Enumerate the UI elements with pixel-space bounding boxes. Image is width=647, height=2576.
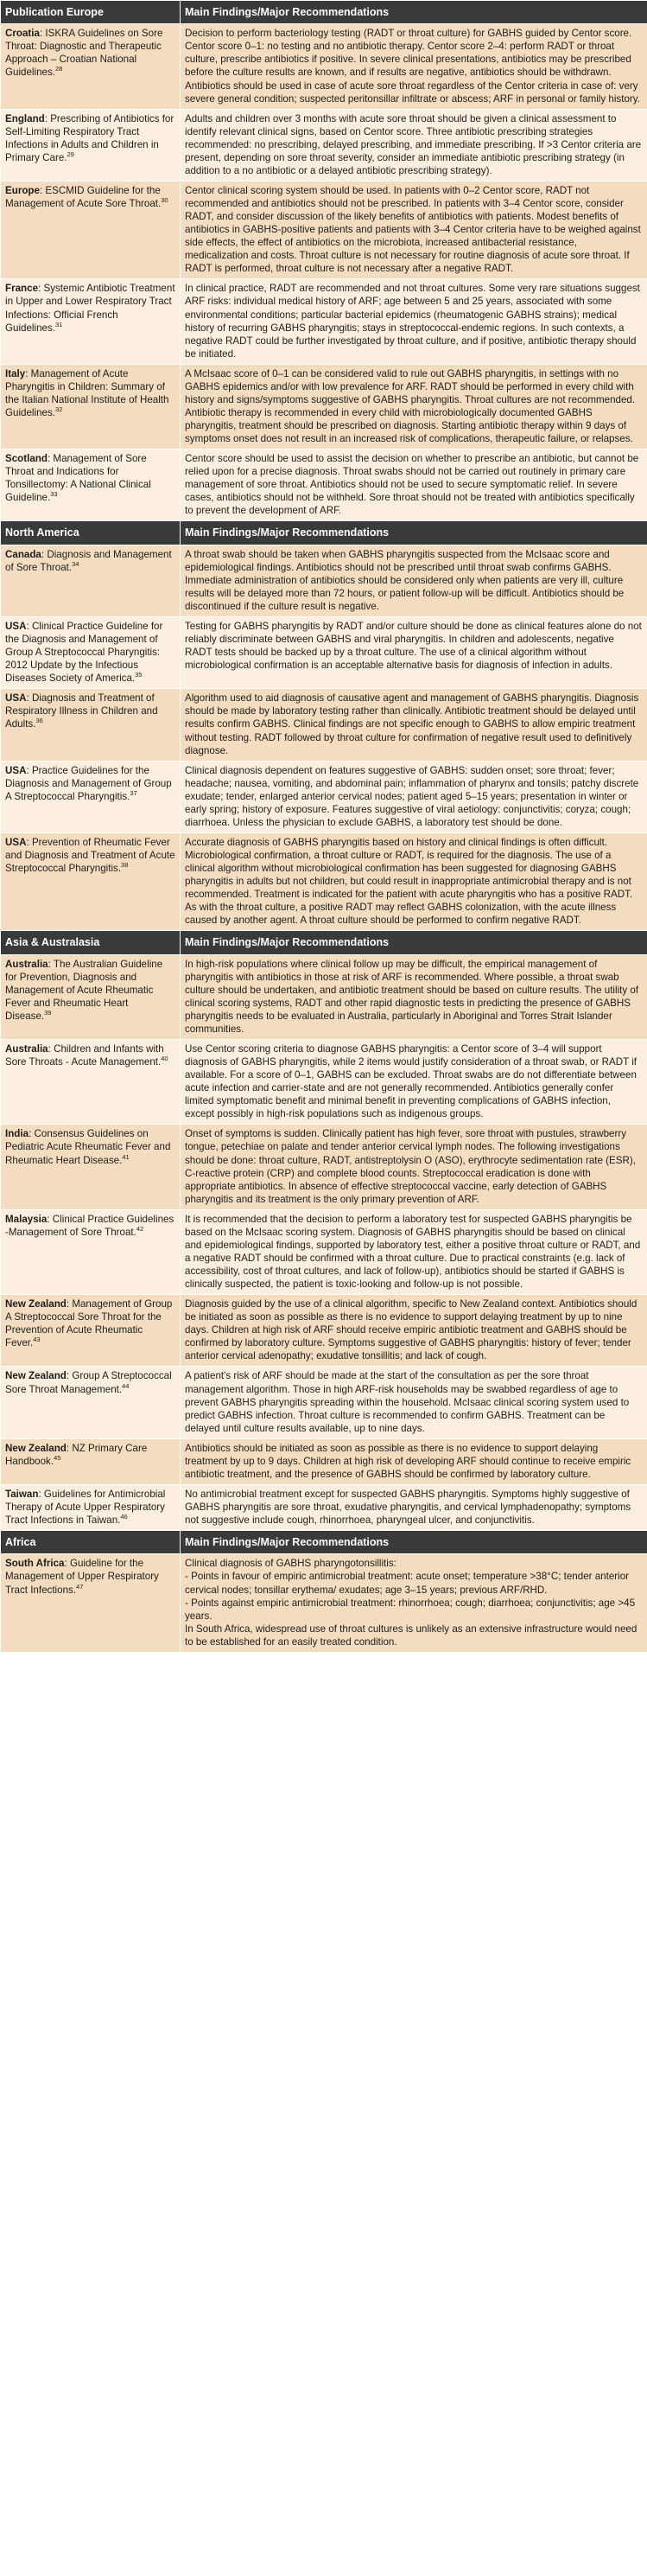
reference-number: 38: [121, 861, 129, 870]
guideline-source-cell: England: Prescribing of Antibiotics for Self-Limiting Respiratory Tract Infections in Adults and Children in Primary Care.$^{29}$: [1, 109, 181, 181]
guideline-title: Management of Group A Streptococcal Sore Throat for the Prevention of Acute Rheumatic Fever.: [5, 1298, 173, 1349]
country-name: France: [5, 283, 39, 295]
region-name: Asia & Australasia: [1, 931, 181, 954]
region-name: Africa: [1, 1531, 181, 1554]
table-row: [1, 1367, 647, 1438]
table-row: [1, 954, 647, 1039]
guideline-title: Prescribing of Antibiotics for Self-Limiting Respiratory Tract Infections in Adults and Children in Primary Care.: [5, 112, 174, 163]
guideline-source-cell: Australia: The Australian Guideline for Prevention, Diagnosis and Management of Acute Rheumatic Fever and Rheumatic Heart Disease.$^{39}$: [1, 954, 181, 1039]
country-name: New Zealand: [5, 1370, 67, 1382]
findings-column-header: Main Findings/Major Recommendations: [181, 1, 647, 24]
guideline-title: Diagnosis and Management of Sore Throat.: [5, 548, 172, 573]
guideline-title: Prevention of Rheumatic Fever and Diagnosis and Treatment of Acute Streptococcal Pharyngitis.: [5, 836, 175, 875]
reference-number: 45: [54, 1453, 61, 1462]
findings-cell: [181, 279, 647, 364]
guideline-source-cell: New Zealand: NZ Primary Care Handbook.$^{45}$: [1, 1438, 181, 1484]
finding-text: Onset of symptoms is sudden. Clinically patient has high fever, sore throat with pustules, strawberry tongue, petechiae on palate and tender anterior cervical lymph nodes. The following investigations should be done: throat culture, RADT, antistreptolysin O (ASO), erythrocyte sedimentation rate (ESR), C-reactive protein (CRP) and complete blood counts. Streptococcal eradication is done with appropriate antibiotics. In absence of effective streptococcal vaccine, early detection of GABHS pharyngitis and its treatment is the only primary prevention of ARF.: [185, 1128, 636, 1205]
reference-number: 31: [55, 320, 63, 328]
table-row: [1, 109, 647, 181]
finding-text: It is recommended that the decision to perform a laboratory test for suspected GABHS pharyngitis be based on the McIsaac scoring system. Diagnosis of GABHS pharyngitis should be based on clinical and epidemiological findings, supported by laboratory test, either a positive throat culture or RADT, and a negative RADT should be confirmed with a throat culture. Due to practical constraints (e.g. lack of accessibility, cost of throat cultures, and lack of follow-up), antibiotics should be started if GABHS is clinically suspected, the patient is toxic-looking and follow-up is not possible.: [185, 1213, 641, 1291]
guideline-title: The Australian Guideline for Prevention, Diagnosis and Management of Acute Rheumatic Fever and Rheumatic Heart Disease.: [5, 958, 163, 1022]
country-name: Croatia: [5, 28, 40, 40]
findings-cell: [181, 364, 647, 449]
guideline-title: Group A Streptococcal Sore Throat Management.: [5, 1370, 172, 1395]
finding-text: No antimicrobial treatment except for suspected GABHS pharyngitis. Symptoms highly suggestive of GABHS pharyngitis are sore throat, exudative pharyngitis, and cervical lymphadenopathy; symptoms not suggestive include cough, rhinorrhoea, pharyngeal ulcer, and conjunctivitis.: [185, 1488, 631, 1527]
country-name: USA: [5, 764, 27, 776]
country-name: New Zealand: [5, 1298, 67, 1310]
table-row: [1, 1040, 647, 1125]
guideline-title: Clinical Practice Guideline for the Diagnosis and Management of Group A Streptococcal Pharyngitis: 2012 Update by the Infectious Diseases Society of America.: [5, 621, 163, 685]
reference-number: 29: [67, 150, 74, 158]
country-name: Italy: [5, 367, 26, 379]
reference-number: 39: [44, 1009, 52, 1017]
table-row: [1, 1438, 647, 1484]
guideline-title: Systemic Antibiotic Treatment in Upper and Lower Respiratory Tract Infections: Official French Guidelines.: [5, 283, 175, 334]
guideline-title: ESCMID Guideline for the Management of Acute Sore Throat.: [5, 184, 162, 209]
table-row: [1, 832, 647, 930]
region-name: North America: [1, 521, 181, 545]
table-row: [1, 24, 647, 109]
findings-cell: [181, 1484, 647, 1530]
guideline-source-cell: India: Consensus Guidelines on Pediatric Acute Rheumatic Fever and Rheumatic Heart Disease.$^{41}$: [1, 1125, 181, 1209]
region-header-row: [1, 521, 647, 545]
country-name: Taiwan: [5, 1488, 39, 1500]
findings-cell: [181, 617, 647, 689]
guideline-source-cell: Canada: Diagnosis and Management of Sore Throat.$^{34}$: [1, 545, 181, 616]
finding-text: In South Africa, widespread use of throat cultures is unlikely as an extensive infrastructure would need to be established for an easily treated condition.: [185, 1623, 637, 1648]
findings-cell: [181, 954, 647, 1039]
findings-cell: [181, 1554, 647, 1652]
guideline-title: Management of Sore Throat and Indications for Tonsillectomy: A National Clinical Guideline.: [5, 453, 151, 504]
findings-column-header: Main Findings/Major Recommendations: [181, 1531, 647, 1554]
guideline-title: Practice Guidelines for the Diagnosis and Management of Group A Streptococcal Pharyngitis.: [5, 764, 172, 802]
country-name: Malaysia: [5, 1213, 48, 1225]
reference-number: 30: [161, 196, 168, 205]
findings-cell: [181, 545, 647, 616]
findings-cell: [181, 761, 647, 832]
guideline-source-cell: Taiwan: Guidelines for Antimicrobial Therapy of Acute Upper Respiratory Tract Infections in Taiwan.$^{46}$: [1, 1484, 181, 1530]
country-name: New Zealand: [5, 1442, 67, 1454]
guidelines-table-body: [1, 1, 647, 1653]
finding-text: - Points in favour of empiric antimicrobial treatment: acute onset; temperature >38°C; tender anterior cervical nodes; tonsillar erythema/ exudates; age 3–15 years; previous ARF/RHD.: [185, 1571, 630, 1596]
guideline-title: NZ Primary Care Handbook.: [5, 1442, 148, 1467]
country-name: Australia: [5, 1043, 48, 1055]
guideline-source-cell: Australia: Children and Infants with Sore Throats - Acute Management.$^{40}$: [1, 1040, 181, 1125]
findings-cell: [181, 1125, 647, 1209]
reference-number: 41: [122, 1152, 130, 1161]
finding-text: Diagnosis guided by the use of a clinical algorithm, specific to New Zealand context. Antibiotics should be initiated as soon as possible as there is no evidence to support delaying treatment by up to nine days. Children at high risk of ARF should receive empiric antibiotic treatment and GABHS should be confirmed by laboratory culture. Symptoms suggestive of GABHS pharyngitis: history of fever; tender anterior cervical adenopathy; exudative tonsillitis; and lack of cough.: [185, 1298, 637, 1362]
finding-text: Decision to perform bacteriology testing (RADT or throat culture) for GABHS guided by Centor score. Centor score 0–1: no testing and no antibiotic therapy. Centor score 2–4: perform RADT or throat culture, prescribe antibiotics if positive. In severe clinical presentations, antibiotics may be prescribed before the culture results are known, and if results are negative, antibiotics should be withdrawn. Antibiotics should be used in case of acute sore throat regardless of the Centor criteria in case of: very severe general condition; suspected peritonsillar infiltrate or abscess; ARF in personal or family history.: [185, 28, 640, 105]
table-row: [1, 1125, 647, 1209]
guideline-source-cell: Malaysia: Clinical Practice Guidelines -Management of Sore Throat.$^{42}$: [1, 1209, 181, 1294]
table-row: [1, 1554, 647, 1652]
guideline-title: Guideline for the Management of Upper Respiratory Tract Infections.: [5, 1558, 159, 1596]
region-header-row: [1, 1, 647, 24]
guideline-source-cell: Europe: ESCMID Guideline for the Management of Acute Sore Throat.$^{30}$: [1, 181, 181, 278]
reference-number: 47: [76, 1582, 84, 1591]
finding-text: - Points against empiric antimicrobial treatment: rhinorrhoea; cough; diarrhoea; conjunctivitis; age >45 years.: [185, 1597, 636, 1622]
finding-text: In high-risk populations where clinical follow up may be difficult, the empirical management of pharyngitis with antibiotics in those at risk of ARF is recommended. Where possible, a throat swab culture should be undertaken, and antibiotic treatment should be based on culture results. The utility of clinical scoring systems, RADT and other rapid diagnostic tests in predicting the presence of GABHS pharyngitis needs to be evaluated in Australia, particularly in Aboriginal and Torres Strait Islander communities.: [185, 958, 639, 1035]
finding-text: Centor score should be used to assist the decision on whether to prescribe an antibiotic, but cannot be relied upon for a precise diagnosis. Throat swabs should not be carried out routinely in primary care management of sore throat. Antibiotics should not be used to secure symptomatic relief. In severe cases, antibiotics should not be withheld. Sore throat should not be treated with antibiotics specifically to prevent the development of ARF.: [185, 453, 639, 517]
guideline-source-cell: USA: Prevention of Rheumatic Fever and Diagnosis and Treatment of Acute Streptococcal Pharyngitis.$^{38}$: [1, 832, 181, 930]
findings-cell: [181, 1040, 647, 1125]
guideline-source-cell: France: Systemic Antibiotic Treatment in Upper and Lower Respiratory Tract Infections: Official French Guidelines.$^{31}$: [1, 279, 181, 364]
guideline-source-cell: USA: Clinical Practice Guideline for the Diagnosis and Management of Group A Streptococcal Pharyngitis: 2012 Update by the Infectious Diseases Society of America.$^{35}$: [1, 617, 181, 689]
findings-column-header: Main Findings/Major Recommendations: [181, 931, 647, 954]
reference-number: 33: [50, 490, 58, 499]
finding-text: Algorithm used to aid diagnosis of causative agent and management of GABHS pharyngitis. Diagnosis should be made by laboratory testing rather than clinically. Antibiotic treatment should be delayed until results confirm GABHS. Clinical findings are not specific enough to GABHS to allow empiric treatment without testing. RADT followed by throat culture for confirmation of negative result used to definitively diagnose.: [185, 692, 639, 756]
table-row: [1, 450, 647, 521]
reference-number: 35: [135, 671, 143, 679]
guideline-title: Management of Acute Pharyngitis in Children: Summary of the Italian National Institute of Health Guidelines.: [5, 367, 169, 418]
guideline-source-cell: Croatia: ISKRA Guidelines on Sore Throat: Diagnostic and Therapeutic Approach – Croatian National Guidelines.$^{28}$: [1, 24, 181, 109]
findings-cell: [181, 689, 647, 761]
region-header-row: [1, 931, 647, 954]
guideline-source-cell: Scotland: Management of Sore Throat and Indications for Tonsillectomy: A National Clinical Guideline.$^{33}$: [1, 450, 181, 521]
table-row: [1, 689, 647, 761]
finding-text: Antibiotics should be initiated as soon as possible as there is no evidence to support delaying treatment by up to 9 days. Children at high risk of developing ARF should continue to receive empiric antibiotic treatment, and the presence of GABHS should be confirmed by laboratory culture.: [185, 1442, 631, 1480]
table-row: [1, 761, 647, 832]
guideline-title: Diagnosis and Treatment of Respiratory Illness in Children and Adults.: [5, 692, 158, 730]
findings-cell: [181, 1209, 647, 1294]
table-row: [1, 545, 647, 616]
country-name: USA: [5, 836, 27, 848]
region-header-row: [1, 1531, 647, 1554]
findings-cell: [181, 24, 647, 109]
finding-text: Clinical diagnosis dependent on features suggestive of GABHS: sudden onset; sore throat; fever; headache; nausea, vomiting, and abdominal pain; inflammation of pharynx and tonsils; patchy discrete exudate; tender, enlarged anterior cervical nodes; patient aged 5–15 years; presentation in winter or early spring; history of exposure. Features suggestive of viral aetiology: conjunctivitis; coryza; cough; diarrhoea. Unless the physician to exclude GABHS, a laboratory test should be done.: [185, 764, 639, 828]
guideline-source-cell: Italy: Management of Acute Pharyngitis in Children: Summary of the Italian National Institute of Health Guidelines.$^{32}$: [1, 364, 181, 449]
table-row: [1, 617, 647, 689]
finding-text: Adults and children over 3 months with acute sore throat should be given a clinical assessment to identify relevant clinical signs, based on Centor score. Three antibiotic prescribing strategies recommended: no prescribing, delayed prescribing, and immediate prescribing. If >3 Centor criteria are present, depending on sore throat severity, consider an immediate antibiotic prescribing strategy (in addition to a no antibiotic or a delayed antibiotic prescribing strategy).: [185, 112, 642, 176]
country-name: South Africa: [5, 1558, 65, 1570]
guideline-source-cell: USA: Diagnosis and Treatment of Respiratory Illness in Children and Adults.$^{36}$: [1, 689, 181, 761]
finding-text: Centor clinical scoring system should be used. In patients with 0–2 Centor score, RADT not recommended and antibiotics should not be prescribed. In patients with 3–4 Centor score, consider RADT, and consider discussion of the likely benefits of antibiotics with patients. Modest benefits of antibiotics in GABHS-positive patients and patients with 3–4 Centor criteria have to be weighed against side effects, the effect of antibiotics on the microbiota, increased antibacterial resistance, medicalization and costs. Throat culture is not necessary for routine diagnosis of acute sore throat. If RADT is performed, throat culture is not necessary after a negative RADT.: [185, 184, 641, 275]
reference-number: 43: [33, 1336, 41, 1344]
finding-text: In clinical practice, RADT are recommended and not throat cultures. Some very rare situations suggest ARF risks: individual medical history of ARF; age between 5 and 25 years, associated with some environmental conditions; particular bacterial epidemics (rheumatogenic GABHS strains); medical history of recurring GABHS pharyngitis; stays in streptococcal-endemic regions. In such contexts, a negative RADT could be further investigated by throat culture, and if positive, antibiotic therapy should be initiated.: [185, 283, 640, 360]
reference-number: 36: [35, 717, 43, 725]
reference-number: 28: [55, 65, 63, 73]
findings-cell: [181, 1295, 647, 1367]
finding-text: Use Centor scoring criteria to diagnose GABHS pharyngitis: a Centor score of 3–4 will support diagnosis of GABHS pharyngitis, while 2 items would justify consideration of a throat swab, or RADT if available. For a score of 0–1, GABHS can be excluded. Throat swabs are do not differentiate between acute infection and carrier-state and are not generally recommended. Antibiotics generally confer limited symptomatic benefit and minimal benefit in preventing complications of GABHS infection, except possibly in high-risk populations such as indigenous groups.: [185, 1043, 637, 1120]
guideline-title: Consensus Guidelines on Pediatric Acute Rheumatic Fever and Rheumatic Heart Disease.: [5, 1128, 171, 1166]
findings-cell: [181, 109, 647, 181]
findings-cell: [181, 832, 647, 930]
reference-number: 44: [122, 1381, 130, 1390]
table-row: [1, 1209, 647, 1294]
reference-number: 40: [161, 1055, 168, 1063]
findings-cell: [181, 181, 647, 278]
table-row: [1, 279, 647, 364]
findings-cell: [181, 1367, 647, 1438]
country-name: Canada: [5, 548, 41, 560]
reference-number: 37: [130, 788, 137, 797]
table-row: [1, 181, 647, 278]
country-name: Australia: [5, 958, 48, 970]
findings-column-header: Main Findings/Major Recommendations: [181, 521, 647, 545]
guideline-title: Guidelines for Antimicrobial Therapy of Acute Upper Respiratory Tract Infections in Taiwan.: [5, 1488, 166, 1527]
reference-number: 46: [120, 1513, 128, 1521]
finding-text: A throat swab should be taken when GABHS pharyngitis suspected from the McIsaac score and epidemiological findings. Antibiotics should not be prescribed until throat swab confirms GABHS. Immediate administration of antibiotics should be considered only when patients are very ill, culture results will be delayed more than 72 hours, or patient follow-up will be difficult. Antibiotics should be discontinued if the culture result is negative.: [185, 548, 625, 612]
finding-text: A patient's risk of ARF should be made at the start of the consultation as per the sore throat management algorithm. Those in high ARF-risk households may be swabbed regardless of age to prevent GABHS pharyngitis spreading within the household. McIsaac clinical scoring system used to predict GABHS infection. Throat culture is recommended to confirm GABHS. Treatment can be delayed until culture results available, up to nine days.: [185, 1370, 630, 1434]
guideline-source-cell: South Africa: Guideline for the Management of Upper Respiratory Tract Infections.$^{47}$: [1, 1554, 181, 1652]
finding-text: Testing for GABHS pharyngitis by RADT and/or culture should be done as clinical features alone do not reliably discriminate between GABHS and viral pharyngitis. In children and adolescents, negative RADT tests should be backed up by a throat culture. The use of a clinical algorithm without microbiological confirmation is an acceptable alternative basis for diagnosis of infection in adults.: [185, 621, 642, 672]
country-name: Scotland: [5, 453, 48, 465]
guideline-title: Children and Infants with Sore Throats - Acute Management.: [5, 1043, 164, 1068]
reference-number: 42: [136, 1224, 144, 1233]
guideline-source-cell: USA: Practice Guidelines for the Diagnosis and Management of Group A Streptococcal Pharyngitis.$^{37}$: [1, 761, 181, 832]
table-row: [1, 1295, 647, 1367]
region-name: Publication Europe: [1, 1, 181, 24]
table-row: [1, 364, 647, 449]
country-name: India: [5, 1128, 29, 1140]
country-name: USA: [5, 692, 27, 705]
reference-number: 34: [72, 559, 79, 568]
findings-cell: [181, 1438, 647, 1484]
guideline-source-cell: New Zealand: Management of Group A Streptococcal Sore Throat for the Prevention of Acute Rheumatic Fever.$^{43}$: [1, 1295, 181, 1367]
finding-text: A McIsaac score of 0–1 can be considered valid to rule out GABHS pharyngitis, in settings with no GABHS epidemics and/or with low prevalence for ARF. RADT should be performed in every child with history and signs/symptoms suggestive of GABHS pharyngitis. Throat cultures are not recommended. Antibiotic therapy is recommended in every child with microbiologically documented GABHS pharyngitis, treatment should be prescribed on diagnosis. Starting antibiotic therapy within 9 days of symptoms onset does not result in an increased risk of complications, therapeutic failure, or relapses.: [185, 367, 636, 445]
reference-number: 32: [55, 405, 63, 414]
table-row: [1, 1484, 647, 1530]
finding-text: Accurate diagnosis of GABHS pharyngitis based on history and clinical findings is often difficult. Microbiological confirmation, a throat culture or RADT, is required for the diagnosis. The use of a clinical algorithm without microbiological confirmation has been suggested for diagnosing GABHS pharyngitis in adults but not children, but could result in inappropriate antimicrobial therapy and is not recommended. Treatment is indicated for the patient with acute pharyngitis who has a positive RADT. As with the throat culture, a positive RADT may reflect GABHS colonization, with the acute illness caused by another agent. A throat culture should be performed to confirm negative RADT.: [185, 836, 633, 927]
guideline-source-cell: New Zealand: Group A Streptococcal Sore Throat Management.$^{44}$: [1, 1367, 181, 1438]
guideline-title: ISKRA Guidelines on Sore Throat: Diagnostic and Therapeutic Approach – Croatian National Guidelines.: [5, 28, 163, 79]
country-name: Europe: [5, 184, 40, 196]
country-name: England: [5, 112, 45, 124]
finding-text: Clinical diagnosis of GABHS pharyngotonsillitis:: [185, 1558, 396, 1570]
country-name: USA: [5, 621, 27, 632]
findings-cell: [181, 450, 647, 521]
guideline-title: Clinical Practice Guidelines -Management of Sore Throat.: [5, 1213, 174, 1238]
